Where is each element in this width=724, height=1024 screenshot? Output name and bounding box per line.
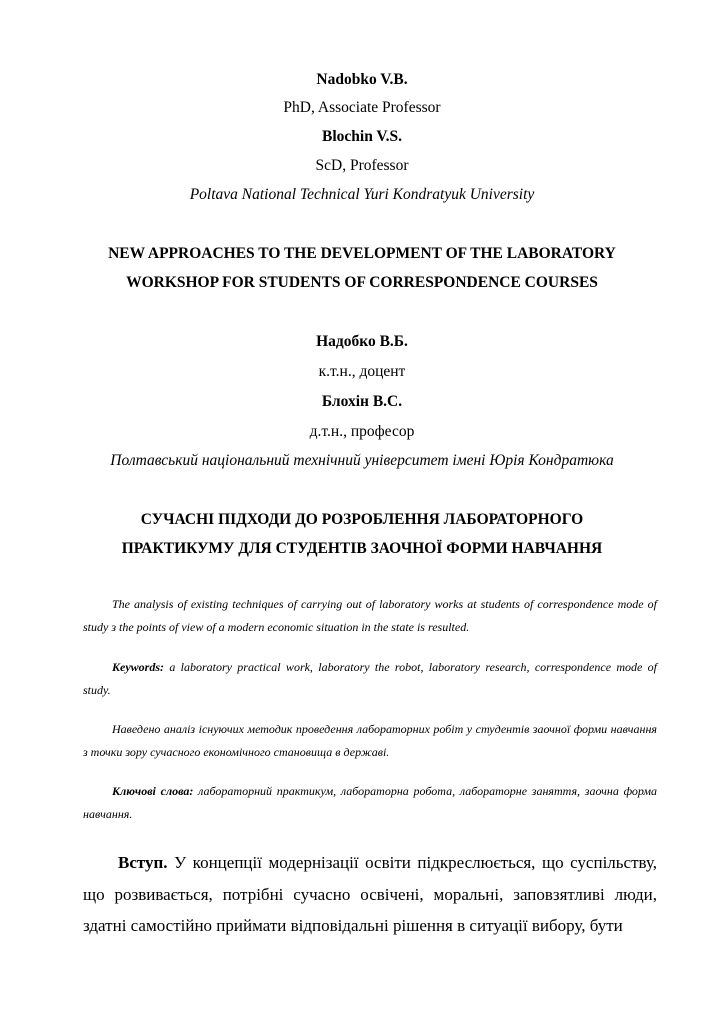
university-ua: Полтавський національний технічний університет імені Юрія Кондратюка (110, 452, 614, 469)
university-en: Poltava National Technical Yuri Kondratyuk University (189, 186, 535, 203)
degree-en-1: PhD, Associate Professor (283, 99, 441, 116)
keywords-en (83, 656, 657, 701)
abstract-en (83, 593, 657, 638)
degree-ua-1: к.т.н., доцент (318, 363, 406, 380)
intro-text: У концепції модернізації освіти підкреслюється, що суспільству, що розвивається, потрібні сучасно освічені, моральні, заповзятливі люди, здатні самостійно приймати відповідальні рішення в ситуації вибору, бути (83, 853, 657, 935)
intro-paragraph (83, 847, 657, 942)
keywords-en-text: a laboratory practical work, laboratory the robot, laboratory research, correspondence mode of study. (83, 660, 657, 697)
author-en-2: Blochin V.S. (322, 128, 402, 145)
keywords-ua-text: лабораторний практикум, лабораторна робота, лабораторне заняття, заочна форма навчання. (83, 784, 657, 821)
degree-en-2: ScD, Professor (315, 157, 409, 174)
title-en-line2: WORKSHOP FOR STUDENTS OF CORRESPONDENCE COURSES (126, 274, 598, 291)
keywords-ua-label: Ключові слова: (112, 784, 194, 798)
title-ua-line2: ПРАКТИКУМУ ДЛЯ СТУДЕНТІВ ЗАОЧНОЇ ФОРМИ НАВЧАННЯ (121, 540, 603, 557)
abstract-en-text: The analysis of existing techniques of carrying out of laboratory works at students of correspondence mode of study з the points of view of a modern economic situation in the state is resulted. (83, 597, 657, 634)
title-en-line1: NEW APPROACHES TO THE DEVELOPMENT OF THE LABORATORY (108, 245, 616, 262)
author-ua-2: Блохін В.С. (321, 393, 403, 410)
keywords-ua (83, 780, 657, 825)
author-en-1: Nadobko V.B. (316, 71, 408, 88)
author-ua-1: Надобко В.Б. (316, 333, 408, 350)
abstract-ua (83, 718, 657, 763)
keywords-en-label: Keywords: (112, 660, 164, 674)
degree-ua-2: д.т.н., професор (309, 423, 415, 440)
intro-label: Вступ. (118, 853, 168, 872)
title-ua-line1: СУЧАСНІ ПІДХОДИ ДО РОЗРОБЛЕННЯ ЛАБОРАТОРНОГО (140, 511, 584, 528)
abstract-ua-text: Наведено аналіз існуючих методик проведення лабораторних робіт у студентів заочної форми навчання з точки зору сучасного економічного становища в державі. (83, 722, 657, 759)
